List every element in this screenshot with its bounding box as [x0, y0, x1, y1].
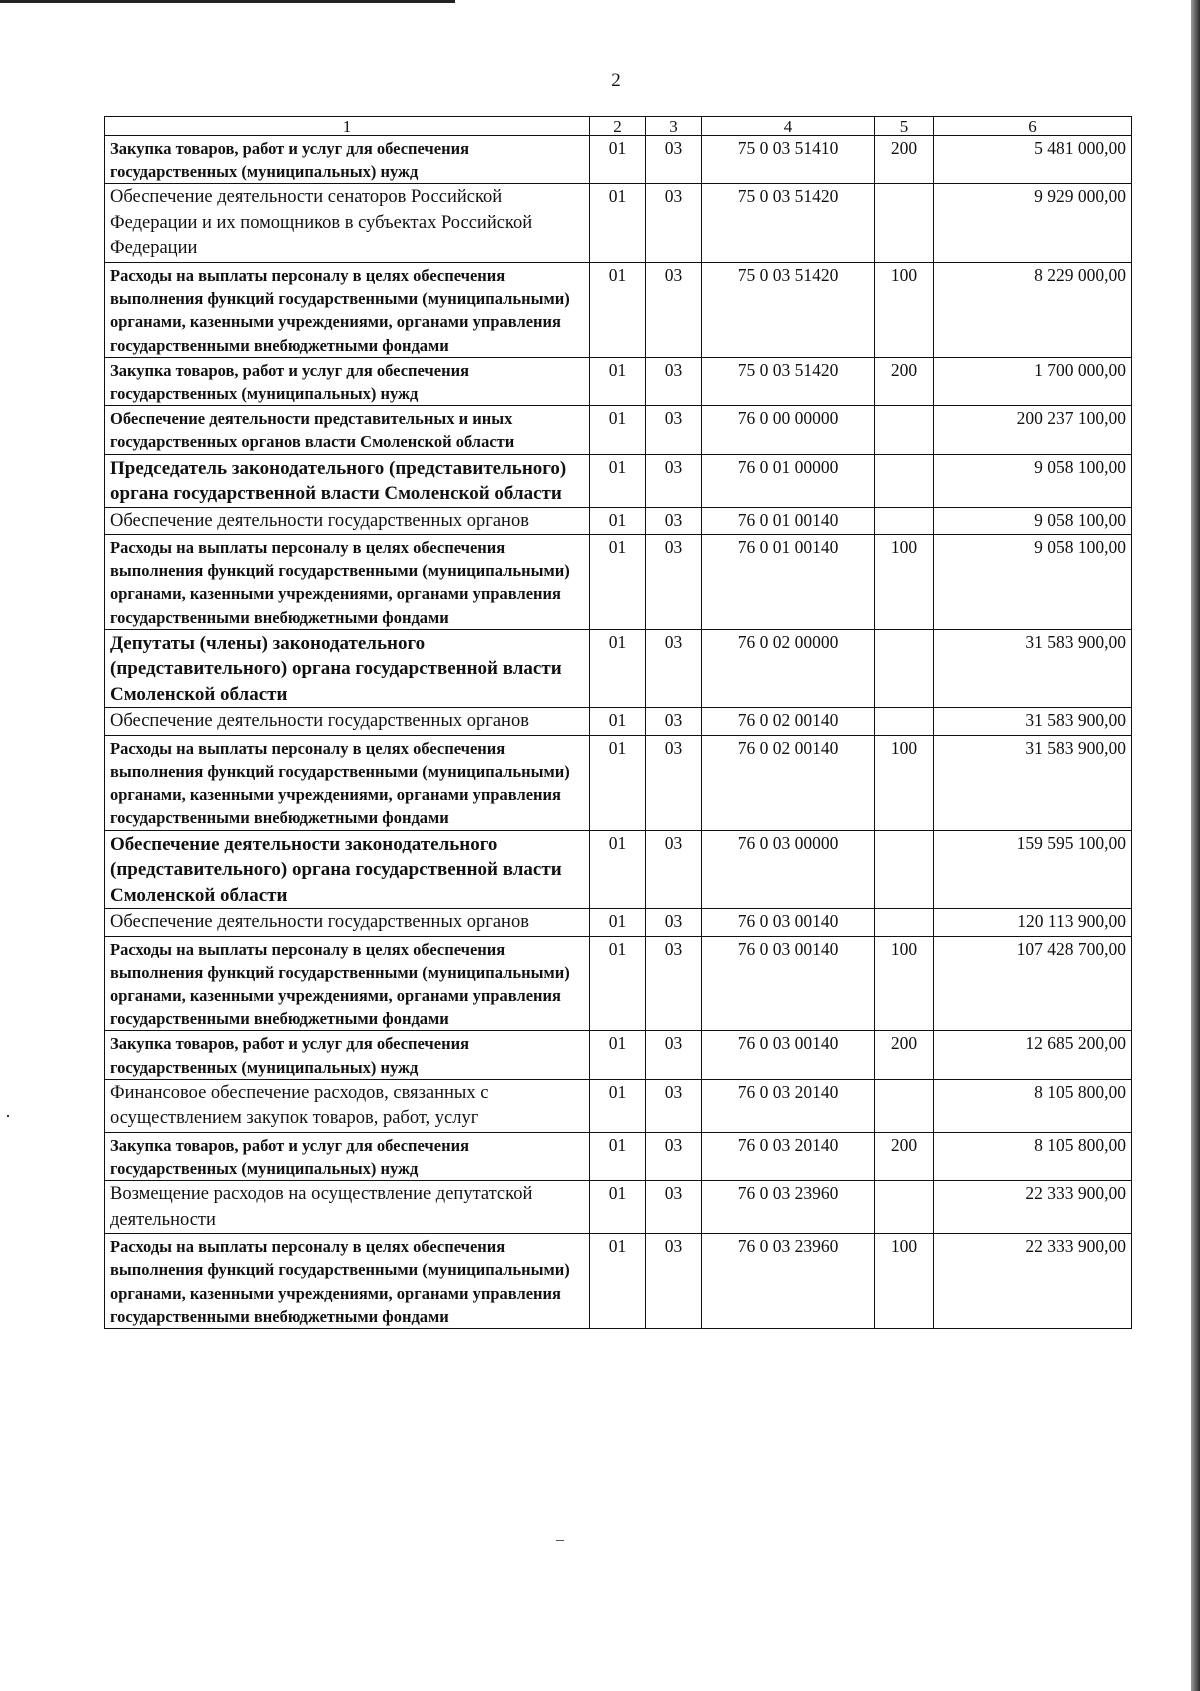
table-row [105, 357, 1132, 405]
row-expense-type [875, 1181, 934, 1234]
row-target-article: 76 0 03 00140 [702, 936, 875, 1031]
row-subsection-code: 03 [646, 629, 702, 708]
row-target-article: 76 0 02 00140 [702, 735, 875, 830]
row-name: Расходы на выплаты персоналу в целях обеспечения выполнения функций государственными (муниципальными) органами, казенными учреждениями, органами управления государственными внебюджетными фондами [105, 1234, 590, 1329]
row-target-article: 76 0 02 00000 [702, 629, 875, 708]
page-number: 2 [611, 70, 621, 91]
margin-mark [7, 1115, 9, 1117]
row-subsection-code: 03 [646, 1234, 702, 1329]
row-name: Закупка товаров, работ и услуг для обеспечения государственных (муниципальных) нужд [105, 357, 590, 405]
row-amount: 5 481 000,00 [934, 136, 1132, 184]
row-expense-type [875, 909, 934, 937]
budget-table [104, 116, 1132, 1329]
row-expense-type [875, 629, 934, 708]
row-subsection-code: 03 [646, 909, 702, 937]
row-expense-type: 100 [875, 535, 934, 630]
row-expense-type: 200 [875, 1031, 934, 1079]
scan-right-edge [1191, 0, 1200, 1691]
row-name: Обеспечение деятельности государственных органов [105, 909, 590, 937]
row-subsection-code: 03 [646, 1181, 702, 1234]
row-expense-type [875, 184, 934, 263]
row-section-code: 01 [590, 936, 646, 1031]
row-target-article: 76 0 03 23960 [702, 1234, 875, 1329]
table-row [105, 1181, 1132, 1234]
row-section-code: 01 [590, 454, 646, 507]
table-row [105, 735, 1132, 830]
table-row [105, 1079, 1132, 1132]
table-row [105, 262, 1132, 357]
row-name: Обеспечение деятельности сенаторов Российской Федерации и их помощников в субъектах Российской Федерации [105, 184, 590, 263]
table-row [105, 708, 1132, 736]
row-subsection-code: 03 [646, 936, 702, 1031]
row-amount: 120 113 900,00 [934, 909, 1132, 937]
row-section-code: 01 [590, 708, 646, 736]
table-body [105, 136, 1132, 1329]
row-target-article: 76 0 01 00140 [702, 535, 875, 630]
row-amount: 9 058 100,00 [934, 454, 1132, 507]
row-subsection-code: 03 [646, 735, 702, 830]
row-target-article: 75 0 03 51420 [702, 357, 875, 405]
table-row [105, 184, 1132, 263]
row-section-code: 01 [590, 1079, 646, 1132]
header-col-4: 4 [702, 117, 875, 136]
row-expense-type: 200 [875, 357, 934, 405]
row-section-code: 01 [590, 357, 646, 405]
header-row [105, 117, 1132, 136]
row-target-article: 76 0 03 00140 [702, 909, 875, 937]
header-col-1: 1 [105, 117, 590, 136]
row-target-article: 76 0 03 23960 [702, 1181, 875, 1234]
row-amount: 1 700 000,00 [934, 357, 1132, 405]
header-col-5: 5 [875, 117, 934, 136]
row-subsection-code: 03 [646, 184, 702, 263]
bottom-mark [556, 1540, 564, 1541]
row-expense-type: 100 [875, 1234, 934, 1329]
row-expense-type [875, 507, 934, 535]
header-col-2: 2 [590, 117, 646, 136]
row-section-code: 01 [590, 1181, 646, 1234]
row-section-code: 01 [590, 629, 646, 708]
row-amount: 200 237 100,00 [934, 406, 1132, 454]
row-amount: 31 583 900,00 [934, 708, 1132, 736]
row-subsection-code: 03 [646, 1031, 702, 1079]
row-name: Расходы на выплаты персоналу в целях обеспечения выполнения функций государственными (муниципальными) органами, казенными учреждениями, органами управления государственными внебюджетными фондами [105, 262, 590, 357]
row-expense-type [875, 406, 934, 454]
row-target-article: 76 0 01 00140 [702, 507, 875, 535]
row-subsection-code: 03 [646, 406, 702, 454]
row-section-code: 01 [590, 262, 646, 357]
row-expense-type: 100 [875, 262, 934, 357]
row-subsection-code: 03 [646, 136, 702, 184]
row-expense-type [875, 708, 934, 736]
row-amount: 8 229 000,00 [934, 262, 1132, 357]
row-name: Обеспечение деятельности государственных органов [105, 708, 590, 736]
row-amount: 8 105 800,00 [934, 1079, 1132, 1132]
row-section-code: 01 [590, 507, 646, 535]
row-target-article: 76 0 00 00000 [702, 406, 875, 454]
row-subsection-code: 03 [646, 1132, 702, 1180]
table-row [105, 406, 1132, 454]
table-row [105, 507, 1132, 535]
row-section-code: 01 [590, 184, 646, 263]
row-target-article: 75 0 03 51410 [702, 136, 875, 184]
row-name: Финансовое обеспечение расходов, связанных с осуществлением закупок товаров, работ, услуг [105, 1079, 590, 1132]
table-row [105, 535, 1132, 630]
table-row [105, 1031, 1132, 1079]
top-scan-rule [0, 0, 455, 3]
row-name: Обеспечение деятельности законодательного (представительного) органа государственной власти Смоленской области [105, 830, 590, 909]
row-section-code: 01 [590, 406, 646, 454]
table-row [105, 136, 1132, 184]
row-name: Расходы на выплаты персоналу в целях обеспечения выполнения функций государственными (муниципальными) органами, казенными учреждениями, органами управления государственными внебюджетными фондами [105, 936, 590, 1031]
row-subsection-code: 03 [646, 708, 702, 736]
table-row [105, 830, 1132, 909]
row-name: Возмещение расходов на осуществление депутатской деятельности [105, 1181, 590, 1234]
row-expense-type [875, 1079, 934, 1132]
row-name: Обеспечение деятельности государственных органов [105, 507, 590, 535]
row-expense-type: 200 [875, 1132, 934, 1180]
row-name: Председатель законодательного (представительного) органа государственной власти Смоленской области [105, 454, 590, 507]
row-subsection-code: 03 [646, 262, 702, 357]
row-subsection-code: 03 [646, 830, 702, 909]
header-col-3: 3 [646, 117, 702, 136]
table-header [105, 117, 1132, 136]
row-amount: 8 105 800,00 [934, 1132, 1132, 1180]
row-section-code: 01 [590, 735, 646, 830]
row-expense-type: 100 [875, 735, 934, 830]
row-section-code: 01 [590, 535, 646, 630]
row-subsection-code: 03 [646, 535, 702, 630]
row-target-article: 76 0 03 00140 [702, 1031, 875, 1079]
row-amount: 31 583 900,00 [934, 629, 1132, 708]
table-row [105, 1234, 1132, 1329]
row-amount: 159 595 100,00 [934, 830, 1132, 909]
row-amount: 22 333 900,00 [934, 1181, 1132, 1234]
table-row [105, 909, 1132, 937]
row-name: Обеспечение деятельности представительных и иных государственных органов власти Смоленской области [105, 406, 590, 454]
row-target-article: 76 0 02 00140 [702, 708, 875, 736]
row-amount: 22 333 900,00 [934, 1234, 1132, 1329]
row-section-code: 01 [590, 136, 646, 184]
row-target-article: 76 0 03 20140 [702, 1132, 875, 1180]
row-amount: 9 929 000,00 [934, 184, 1132, 263]
row-name: Расходы на выплаты персоналу в целях обеспечения выполнения функций государственными (муниципальными) органами, казенными учреждениями, органами управления государственными внебюджетными фондами [105, 535, 590, 630]
row-target-article: 75 0 03 51420 [702, 184, 875, 263]
row-amount: 31 583 900,00 [934, 735, 1132, 830]
row-amount: 9 058 100,00 [934, 535, 1132, 630]
row-section-code: 01 [590, 1234, 646, 1329]
row-section-code: 01 [590, 1031, 646, 1079]
row-name: Закупка товаров, работ и услуг для обеспечения государственных (муниципальных) нужд [105, 1132, 590, 1180]
row-amount: 9 058 100,00 [934, 507, 1132, 535]
row-subsection-code: 03 [646, 454, 702, 507]
row-amount: 12 685 200,00 [934, 1031, 1132, 1079]
row-section-code: 01 [590, 909, 646, 937]
table-row [105, 1132, 1132, 1180]
row-target-article: 76 0 03 00000 [702, 830, 875, 909]
row-section-code: 01 [590, 830, 646, 909]
row-section-code: 01 [590, 1132, 646, 1180]
row-subsection-code: 03 [646, 507, 702, 535]
row-target-article: 75 0 03 51420 [702, 262, 875, 357]
row-name: Закупка товаров, работ и услуг для обеспечения государственных (муниципальных) нужд [105, 1031, 590, 1079]
row-target-article: 76 0 03 20140 [702, 1079, 875, 1132]
row-expense-type [875, 830, 934, 909]
table-row [105, 454, 1132, 507]
table-row [105, 629, 1132, 708]
row-expense-type: 200 [875, 136, 934, 184]
row-subsection-code: 03 [646, 357, 702, 405]
row-target-article: 76 0 01 00000 [702, 454, 875, 507]
row-expense-type [875, 454, 934, 507]
table-row [105, 936, 1132, 1031]
row-name: Депутаты (члены) законодательного (представительного) органа государственной власти Смоленской области [105, 629, 590, 708]
row-subsection-code: 03 [646, 1079, 702, 1132]
header-col-6: 6 [934, 117, 1132, 136]
row-expense-type: 100 [875, 936, 934, 1031]
row-amount: 107 428 700,00 [934, 936, 1132, 1031]
row-name: Расходы на выплаты персоналу в целях обеспечения выполнения функций государственными (муниципальными) органами, казенными учреждениями, органами управления государственными внебюджетными фондами [105, 735, 590, 830]
row-name: Закупка товаров, работ и услуг для обеспечения государственных (муниципальных) нужд [105, 136, 590, 184]
